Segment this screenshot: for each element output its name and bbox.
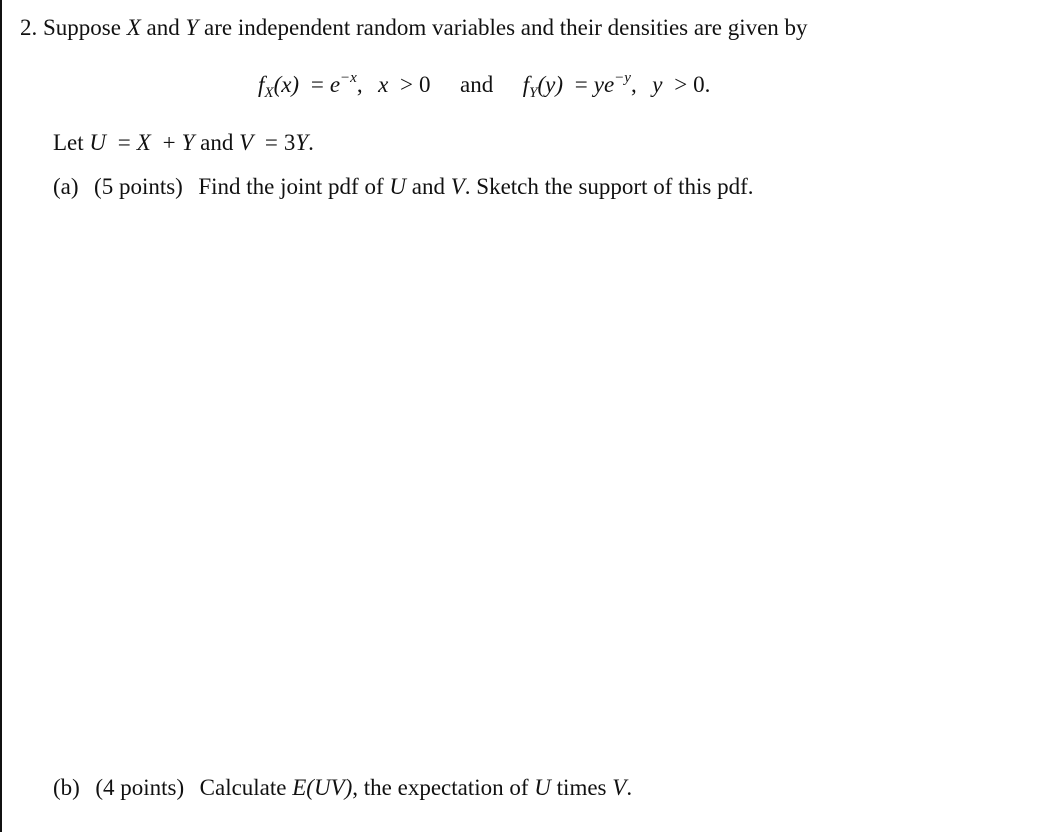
fy-subscript: Y <box>529 85 538 101</box>
transformation-definition <box>53 128 314 158</box>
comma: , <box>630 72 637 97</box>
greater-than: > <box>674 72 688 97</box>
fx-exponent: −x <box>340 70 357 86</box>
variable-u: U <box>389 174 406 199</box>
fy-symbol: f <box>522 72 530 97</box>
fx-exp-base: e <box>329 72 341 97</box>
variable-v: V <box>450 174 465 199</box>
fy-argument: (y) <box>537 72 564 97</box>
part-b-points: (4 points) <box>95 775 185 800</box>
fy-condition-variable: y <box>652 72 663 97</box>
fx-symbol: f <box>258 72 265 97</box>
fx-condition-variable: x <box>378 72 389 97</box>
intro-and: and <box>146 15 180 40</box>
part-b-text-cont: , the expectation of <box>352 775 529 800</box>
density-equation <box>258 70 710 100</box>
part-b-times: times <box>556 775 607 800</box>
fy-condition-value: 0. <box>693 72 711 97</box>
problem-number: 2. <box>20 15 38 40</box>
left-border-line <box>0 0 2 832</box>
part-a-text: Find the joint pdf of <box>198 174 384 199</box>
fx-subscript: X <box>264 85 274 101</box>
transformation-and: and <box>200 130 234 155</box>
equals-sign: = <box>574 72 588 97</box>
problem-statement <box>20 13 808 43</box>
equals-sign: = <box>264 130 278 155</box>
intro-text-pre: Suppose <box>43 15 121 40</box>
densities-and: and <box>460 72 494 97</box>
equals-sign: = <box>310 72 324 97</box>
variable-y: Y <box>181 130 195 155</box>
expectation-expression: E(UV) <box>292 775 353 800</box>
variable-v: V <box>612 775 627 800</box>
comma: , <box>356 72 363 97</box>
variable-u: U <box>89 130 107 155</box>
fx-condition-value: 0 <box>419 72 431 97</box>
part-a-and: and <box>411 174 445 199</box>
part-b-text: Calculate <box>199 775 287 800</box>
fx-argument: (x) <box>273 72 300 97</box>
period: . <box>626 775 633 800</box>
equals-sign: = <box>117 130 131 155</box>
fy-exp-base: e <box>603 72 615 97</box>
let-word: Let <box>53 130 84 155</box>
intro-text-post: are independent random variables and their densities are given by <box>204 15 808 40</box>
period: . <box>308 130 314 155</box>
part-a-sketch-text: . Sketch the support of this pdf. <box>464 174 754 199</box>
variable-v: V <box>239 130 254 155</box>
part-a-answer-space <box>53 210 1003 760</box>
variable-u: U <box>534 775 551 800</box>
part-a-label: (a) <box>53 174 79 199</box>
variable-y: Y <box>295 130 309 155</box>
fy-coefficient: y <box>593 72 604 97</box>
plus-sign: + <box>162 130 176 155</box>
coefficient-three: 3 <box>283 130 296 155</box>
variable-x: X <box>126 15 141 40</box>
variable-x: X <box>136 130 151 155</box>
part-a-question <box>53 172 754 202</box>
part-b-label: (b) <box>53 775 80 800</box>
variable-y: Y <box>185 15 199 40</box>
part-a-points: (5 points) <box>94 174 183 199</box>
greater-than: > <box>400 72 414 97</box>
fy-exponent: −y <box>614 70 631 86</box>
part-b-question <box>53 773 632 803</box>
